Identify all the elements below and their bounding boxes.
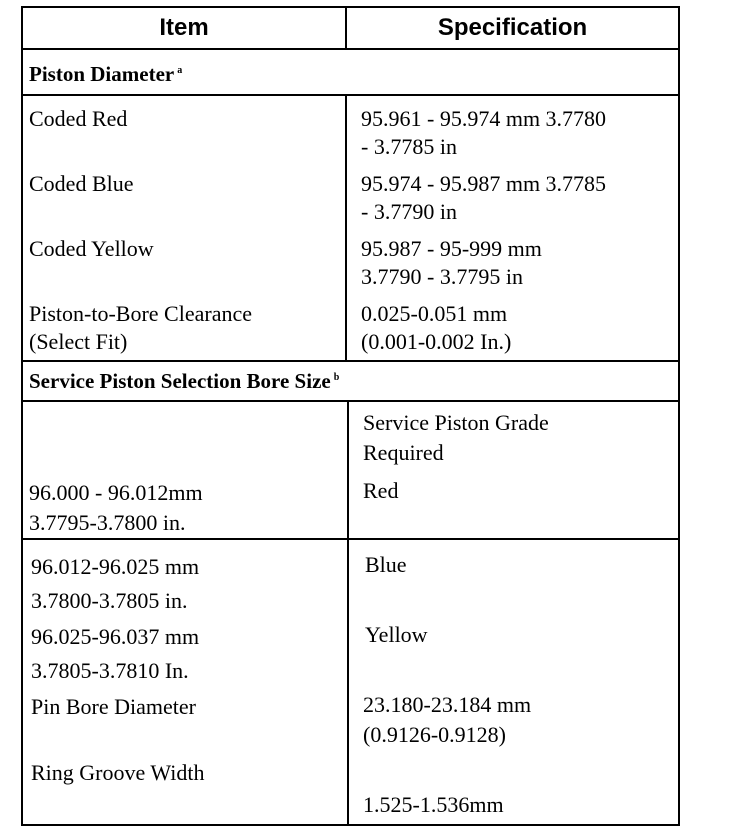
section1-footnote-marker: a bbox=[177, 65, 183, 76]
grade-header-line1: Service Piston Grade bbox=[363, 410, 549, 435]
header-specification: Specification bbox=[437, 14, 588, 41]
ring-groove-label: Ring Groove Width bbox=[31, 760, 205, 785]
blue-bore-in: 3.7800-3.7805 in. bbox=[31, 588, 188, 613]
yellow-grade: Yellow bbox=[365, 622, 428, 647]
section2-footnote-marker: b bbox=[333, 372, 340, 383]
section2-top-divider bbox=[23, 360, 678, 362]
section2-title-text: Service Piston Selection Bore Size bbox=[29, 369, 331, 393]
coded-yellow-spec-line1: 95.987 - 95-999 mm bbox=[361, 236, 542, 261]
ring-groove-spec: 1.525-1.536mm bbox=[363, 792, 504, 817]
red-row-divider bbox=[23, 538, 678, 540]
coded-blue-spec-line2: - 3.7790 in bbox=[361, 199, 457, 224]
red-bore-mm: 96.000 - 96.012mm bbox=[29, 480, 203, 505]
section1-title bbox=[29, 62, 182, 87]
blue-grade: Blue bbox=[365, 552, 407, 577]
clearance-label-line1: Piston-to-Bore Clearance bbox=[29, 301, 252, 326]
coded-red-spec-line1: 95.961 - 95.974 mm 3.7780 bbox=[361, 106, 607, 131]
coded-yellow-label: Coded Yellow bbox=[29, 236, 154, 261]
yellow-bore-mm: 96.025-96.037 mm bbox=[31, 624, 200, 649]
spec-table bbox=[21, 6, 680, 826]
coded-yellow-spec-line2: 3.7790 - 3.7795 in bbox=[361, 264, 523, 289]
coded-blue-label: Coded Blue bbox=[29, 171, 134, 196]
blue-bore-mm: 96.012-96.025 mm bbox=[31, 554, 200, 579]
section2-divider bbox=[23, 400, 678, 402]
section1-title-text: Piston Diameter bbox=[29, 62, 175, 86]
clearance-label-line2: (Select Fit) bbox=[29, 329, 128, 354]
column-divider-section1 bbox=[345, 94, 347, 360]
red-grade: Red bbox=[363, 478, 399, 503]
header-item: Item bbox=[159, 14, 209, 41]
coded-blue-spec-line1: 95.974 - 95.987 mm 3.7785 bbox=[361, 171, 607, 196]
clearance-spec-line1: 0.025-0.051 mm bbox=[361, 301, 508, 326]
section2-title bbox=[29, 369, 339, 394]
section1-divider bbox=[23, 94, 678, 96]
coded-red-spec-line2: - 3.7785 in bbox=[361, 134, 457, 159]
pin-bore-label: Pin Bore Diameter bbox=[31, 694, 196, 719]
red-bore-in: 3.7795-3.7800 in. bbox=[29, 510, 186, 535]
coded-red-label: Coded Red bbox=[29, 106, 128, 131]
clearance-spec-line2: (0.001-0.002 In.) bbox=[361, 329, 512, 354]
grade-header-line2: Required bbox=[363, 440, 444, 465]
yellow-bore-in: 3.7805-3.7810 In. bbox=[31, 658, 189, 683]
pin-bore-spec-line2: (0.9126-0.9128) bbox=[363, 722, 506, 747]
pin-bore-spec-line1: 23.180-23.184 mm bbox=[363, 692, 532, 717]
column-divider-section2 bbox=[347, 400, 349, 824]
header-divider bbox=[23, 48, 678, 50]
